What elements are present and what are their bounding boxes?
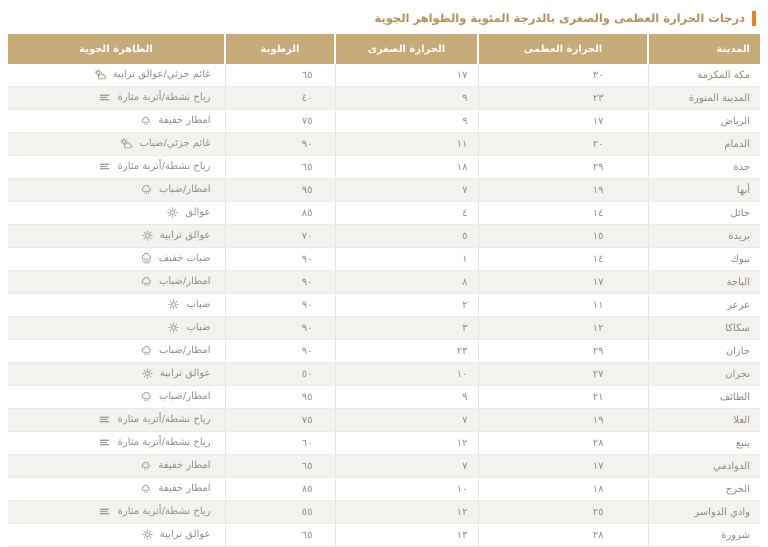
phenomenon-cell	[8, 524, 225, 547]
min-temp-cell: ٧	[335, 455, 478, 478]
phenomenon-label: ضباب	[186, 322, 211, 334]
phenomenon-label: رياح نشطة/أتربة مثارة	[117, 437, 211, 449]
max-temp-cell: ٢٠	[478, 133, 648, 156]
phenomenon-cell	[8, 294, 225, 317]
cloud-rain-icon	[141, 184, 152, 195]
min-temp-cell: ١١	[335, 133, 478, 156]
humidity-cell: ٥٠	[225, 363, 335, 386]
cloud-rain-icon	[141, 345, 152, 356]
min-temp-cell: ١٠	[335, 363, 478, 386]
max-temp-cell: ١١	[478, 294, 648, 317]
col-header-humidity: الرطوبة	[225, 34, 335, 64]
col-header-min-temp: الحرارة الصغرى	[335, 34, 478, 64]
humidity-cell: ٨٥	[225, 478, 335, 501]
humidity-cell: ٦٥	[225, 64, 335, 87]
haze-sun-icon	[142, 368, 153, 379]
max-temp-cell: ٢٨	[478, 432, 648, 455]
phenomenon-label: ضباب	[186, 299, 211, 311]
phenomenon-label: امطار خفيفة	[158, 460, 211, 472]
max-temp-cell: ٢٧	[478, 363, 648, 386]
table-row	[8, 248, 760, 271]
min-temp-cell: ٢	[335, 294, 478, 317]
city-cell: بريدة	[648, 225, 760, 248]
city-cell: تبوك	[648, 248, 760, 271]
city-cell: نجران	[648, 363, 760, 386]
city-cell: الدمام	[648, 133, 760, 156]
haze-sun-icon	[142, 230, 153, 241]
phenomenon-cell	[8, 317, 225, 340]
phenomenon-label: رياح نشطة/أتربة مثارة	[117, 92, 211, 104]
min-temp-cell: ٢٣	[335, 340, 478, 363]
light-rain-icon	[141, 116, 151, 126]
phenomenon-cell	[8, 340, 225, 363]
phenomenon-label: عوالق ترابية	[159, 529, 211, 541]
page-title-row	[8, 0, 760, 34]
min-temp-cell: ٩	[335, 87, 478, 110]
min-temp-cell: ١	[335, 248, 478, 271]
city-cell: حائل	[648, 202, 760, 225]
col-header-phenomenon: الظاهرة الجوية	[8, 34, 225, 64]
light-rain-icon	[141, 461, 151, 471]
min-temp-cell: ٤	[335, 202, 478, 225]
phenomenon-label: رياح نشطة/أتربة مثارة	[117, 414, 211, 426]
table-row	[8, 271, 760, 294]
table-row	[8, 432, 760, 455]
phenomenon-cell	[8, 455, 225, 478]
humidity-cell: ٩٠	[225, 271, 335, 294]
title-accent-bar	[752, 11, 756, 26]
table-body	[8, 64, 760, 547]
phenomenon-label: غائم جزئي/ضباب	[139, 138, 211, 150]
table-row	[8, 133, 760, 156]
cloud-rain-icon	[141, 276, 152, 287]
wind-icon	[99, 437, 110, 448]
phenomenon-cell	[8, 248, 225, 271]
min-temp-cell: ٣	[335, 317, 478, 340]
humidity-cell: ٥٥	[225, 501, 335, 524]
table-row	[8, 340, 760, 363]
wind-icon	[99, 414, 110, 425]
phenomenon-cell	[8, 179, 225, 202]
min-temp-cell: ٩	[335, 386, 478, 409]
max-temp-cell: ١٨	[478, 478, 648, 501]
city-cell: الباحة	[648, 271, 760, 294]
humidity-cell: ٦٠	[225, 432, 335, 455]
max-temp-cell: ١٩	[478, 179, 648, 202]
phenomenon-label: غائم جزئي/عوالق ترابية	[112, 69, 211, 81]
max-temp-cell: ٢٩	[478, 156, 648, 179]
page-title: درجات الحرارة العظمى والصغرى بالدرجة المئوية والظواهر الجوية	[374, 10, 745, 25]
sun-cloud-icon	[94, 69, 106, 80]
phenomenon-label: عوالق ترابية	[159, 230, 211, 242]
phenomenon-cell	[8, 87, 225, 110]
min-temp-cell: ٧	[335, 179, 478, 202]
city-cell: الخرج	[648, 478, 760, 501]
table-row	[8, 202, 760, 225]
table-row	[8, 524, 760, 547]
city-cell: ينبع	[648, 432, 760, 455]
table-row	[8, 317, 760, 340]
phenomenon-cell	[8, 110, 225, 133]
max-temp-cell: ٢١	[478, 386, 648, 409]
humidity-cell: ٩٥	[225, 179, 335, 202]
phenomenon-label: رياح نشطة/أتربة مثارة	[117, 161, 211, 173]
haze-sun-icon	[142, 529, 153, 540]
humidity-cell: ٩٠	[225, 317, 335, 340]
table-row	[8, 179, 760, 202]
humidity-cell: ٦٥	[225, 455, 335, 478]
humidity-cell: ٧٥	[225, 110, 335, 133]
max-temp-cell: ١٤	[478, 248, 648, 271]
humidity-cell: ٩٠	[225, 133, 335, 156]
city-cell: المدينة المنورة	[648, 87, 760, 110]
max-temp-cell: ١٢	[478, 317, 648, 340]
city-cell: جازان	[648, 340, 760, 363]
max-temp-cell: ١٧	[478, 455, 648, 478]
table-row	[8, 64, 760, 87]
phenomenon-cell	[8, 386, 225, 409]
haze-sun-icon	[168, 299, 179, 310]
max-temp-cell: ١٩	[478, 409, 648, 432]
humidity-cell: ٩٥	[225, 386, 335, 409]
wind-icon	[99, 92, 110, 103]
phenomenon-cell	[8, 363, 225, 386]
city-cell: وادي الدواسر	[648, 501, 760, 524]
city-cell: الدوادمي	[648, 455, 760, 478]
table-row	[8, 156, 760, 179]
phenomenon-cell	[8, 133, 225, 156]
table-row	[8, 501, 760, 524]
phenomenon-label: رياح نشطة/أتربة مثارة	[117, 506, 211, 518]
haze-sun-icon	[168, 322, 179, 333]
table-row	[8, 225, 760, 248]
phenomenon-cell	[8, 156, 225, 179]
city-cell: العلا	[648, 409, 760, 432]
sun-cloud-icon	[120, 138, 132, 149]
humidity-cell: ٩٠	[225, 248, 335, 271]
city-cell: عرعر	[648, 294, 760, 317]
max-temp-cell: ١٤	[478, 202, 648, 225]
min-temp-cell: ٥	[335, 225, 478, 248]
phenomenon-label: امطار/ضباب	[158, 391, 211, 403]
phenomenon-cell	[8, 225, 225, 248]
min-temp-cell: ٨	[335, 271, 478, 294]
phenomenon-cell	[8, 64, 225, 87]
city-cell: أبها	[648, 179, 760, 202]
table-row	[8, 87, 760, 110]
city-cell: الرياض	[648, 110, 760, 133]
phenomenon-cell	[8, 432, 225, 455]
phenomenon-label: امطار خفيفة	[158, 115, 211, 127]
light-rain-icon	[141, 484, 151, 494]
min-temp-cell: ١٧	[335, 64, 478, 87]
col-header-max-temp: الحرارة العظمى	[478, 34, 648, 64]
min-temp-cell: ١٣	[335, 524, 478, 547]
humidity-cell: ٩٠	[225, 294, 335, 317]
max-temp-cell: ٣٠	[478, 64, 648, 87]
humidity-cell: ٩٠	[225, 340, 335, 363]
phenomenon-label: ضباب خفيف	[158, 253, 211, 265]
haze-sun-icon	[167, 207, 178, 218]
city-cell: سكاكا	[648, 317, 760, 340]
humidity-cell: ٦٥	[225, 524, 335, 547]
min-temp-cell: ١٠	[335, 478, 478, 501]
phenomenon-label: امطار/ضباب	[158, 345, 211, 357]
wind-icon	[99, 161, 110, 172]
city-cell: شرورة	[648, 524, 760, 547]
phenomenon-label: امطار/ضباب	[158, 276, 211, 288]
col-header-city: المدينة	[648, 34, 760, 64]
min-temp-cell: ١٨	[335, 156, 478, 179]
table-row	[8, 363, 760, 386]
cloud-rain-icon	[141, 391, 152, 402]
table-row	[8, 294, 760, 317]
phenomenon-cell	[8, 409, 225, 432]
max-temp-cell: ٢٥	[478, 501, 648, 524]
humidity-cell: ٦٥	[225, 156, 335, 179]
table-row	[8, 455, 760, 478]
phenomenon-label: عوالق ترابية	[159, 368, 211, 380]
max-temp-cell: ١٧	[478, 271, 648, 294]
table-header-row	[8, 34, 760, 64]
phenomenon-cell	[8, 478, 225, 501]
humidity-cell: ٤٠	[225, 87, 335, 110]
phenomenon-label: امطار خفيفة	[158, 483, 211, 495]
phenomenon-label: عوالق	[185, 207, 211, 219]
table-row	[8, 110, 760, 133]
table-row	[8, 409, 760, 432]
max-temp-cell: ١٥	[478, 225, 648, 248]
table-row	[8, 478, 760, 501]
humidity-cell: ٧٥	[225, 409, 335, 432]
humidity-cell: ٨٥	[225, 202, 335, 225]
phenomenon-cell	[8, 202, 225, 225]
city-cell: الطائف	[648, 386, 760, 409]
min-temp-cell: ١٢	[335, 501, 478, 524]
min-temp-cell: ٧	[335, 409, 478, 432]
max-temp-cell: ٢٣	[478, 87, 648, 110]
table-row	[8, 386, 760, 409]
humidity-cell: ٧٠	[225, 225, 335, 248]
phenomenon-label: امطار/ضباب	[158, 184, 211, 196]
phenomenon-cell	[8, 501, 225, 524]
phenomenon-cell	[8, 271, 225, 294]
min-temp-cell: ٩	[335, 110, 478, 133]
max-temp-cell: ٢٩	[478, 340, 648, 363]
max-temp-cell: ٢٨	[478, 524, 648, 547]
fog-icon	[141, 253, 152, 264]
weather-table	[8, 34, 760, 547]
min-temp-cell: ١٢	[335, 432, 478, 455]
city-cell: جدة	[648, 156, 760, 179]
city-cell: مكة المكرمة	[648, 64, 760, 87]
max-temp-cell: ١٧	[478, 110, 648, 133]
